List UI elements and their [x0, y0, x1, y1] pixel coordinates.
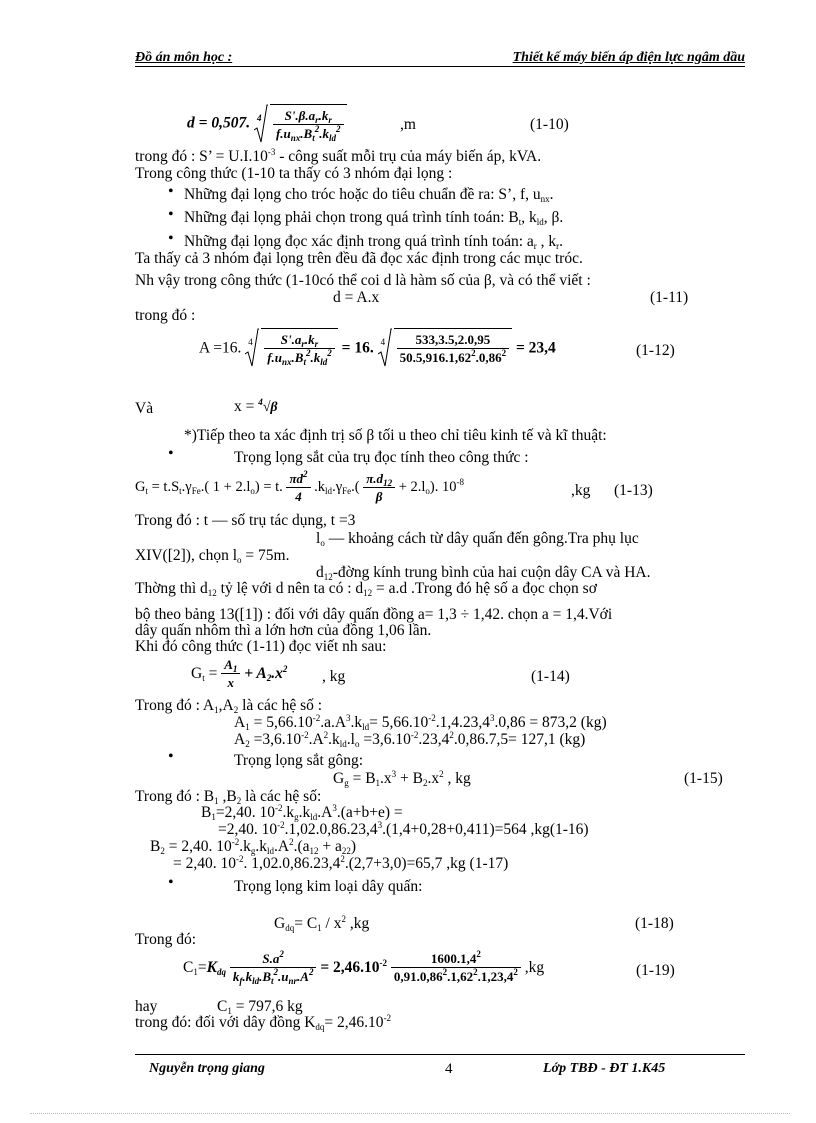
text-line: dây quấn nhôm thì a lớn hơn của đồng 1,06 lần.	[135, 622, 432, 639]
formula-1-18: $G_{dq}= C_1 / x^2$ ,kg	[274, 914, 370, 933]
footer-class: Lớp TBĐ - ĐT 1.K45	[543, 1061, 666, 1076]
header-right: Thiết kế máy biến áp điện lực ngâm dầu	[512, 50, 745, 65]
header-rule	[135, 66, 745, 67]
text-line: *)Tiếp theo ta xác định trị số β tối u theo chỉ tiêu kinh tế và kĩ thuật:	[184, 427, 607, 444]
text-line: Trọng lọng kim loại dây quấn:	[234, 878, 423, 895]
text-line: Khi đó công thức (1-11) đọc viết nh sau:	[135, 638, 387, 655]
formula-1-15: $G_g = B_1.x^3 + B_2.x^2$ , kg	[333, 769, 471, 788]
bullet-icon: •	[168, 183, 174, 200]
footer-author: Nguyễn trọng giang	[149, 1061, 265, 1076]
text-line: $B_2 = 2,40$. $10^{-2}.k_g.k_{ld}.A^2.(a_{12} + a_{22})$	[150, 837, 357, 856]
bullet-icon: •	[168, 748, 174, 765]
formula-1-14-unit: , kg	[322, 668, 346, 685]
text-line: Những đại lọng đọc xác định trong quá trình tính toán: $a_r$ , $k_r$.	[184, 233, 564, 251]
formula-1-15-number: (1-15)	[684, 770, 723, 787]
formula-1-10-number: (1-10)	[530, 116, 569, 133]
text-line: Thờng thì $d_{12}$ tỷ lệ với d nên ta có : $d_{12} = a.d$ .Trong đó hệ số a đọc chọn sơ	[135, 580, 597, 598]
text-line: hay	[135, 998, 158, 1015]
formula-1-11-number: (1-11)	[650, 289, 689, 306]
text-line: bộ theo bảng 13([1]) : đối với dây quấn đồng a= 1,3 ÷ 1,42. chọn a = 1,4.Với	[135, 606, 613, 623]
text-line: $B_1=2,40$. $10^{-2}.k_g.k_{ld}.A^3.(a+b+e)$ =	[201, 803, 403, 822]
text-line: Trong công thức (1-10 ta thấy có 3 nhóm đại lọng :	[135, 165, 453, 182]
text-line: Ta thấy cả 3 nhóm đại lọng trên đều đã đọc xác định trong các mục tróc.	[135, 250, 583, 267]
text-line: Trọng lọng sắt của trụ đọc tính theo công thức :	[234, 449, 529, 466]
bullet-icon: •	[168, 206, 174, 223]
header-left: Đồ án môn học :	[135, 50, 233, 65]
text-line: Trong đó : $A_1,A_2$ là các hệ số :	[135, 697, 323, 715]
text-line: $A_2 =3,6.10^{-2}.A^2.k_{ld}.l_o =3,6.10^{-2}.23,4^2.0,86.7,5= 127,1$ (kg)	[234, 730, 586, 749]
text-line: trong đó: đối với dây đồng $K_{dq}= 2,46.10^{-2}$	[135, 1013, 392, 1032]
text-line: Nh vậy trong công thức (1-10có thể coi d là hàm số của β, và có thể viết :	[135, 272, 591, 289]
text-line: Những đại lọng cho tróc hoặc do tiêu chuẩn đề ra: S’, f, $u_{nx}$.	[184, 186, 554, 204]
bullet-icon: •	[168, 445, 174, 462]
bullet-icon: •	[168, 874, 174, 891]
formula-1-12-number: (1-12)	[636, 342, 675, 359]
text-line: $A_1 = 5,66.10^{-2}.a.A^3.k_{ld}= 5,66.10^{-2}.1,4.23,4^3.0,86 = 873,2$ (kg)	[234, 713, 607, 732]
formula-1-13: $G_t = t.S_t.\gamma_{Fe}$.( $1 + 2.l_o) = t$. $\frac{\pi d^2}{4}$ $.k_{ld}.\gamma_{Fe}$.( $\frac{\pi.d_{12}}{\beta}$ + $2.l_o$). $10^{-8}$	[135, 469, 464, 504]
formula-x: x = $^4$√β	[234, 397, 278, 415]
text-line: =2,40. $10^{-2}.1,02.0,86.23,4^3.(1,4+0,28+0,411)=564$ ,kg(1-16)	[218, 820, 589, 838]
text-line: = 2,40. $10^{-2}$. $1,02.0,86.23,4^2.(2,7+3,0)=65,7$ ,kg (1-17)	[173, 854, 509, 872]
text-line: XIV([2]), chọn $l_o = 75m$.	[135, 547, 290, 565]
formula-1-12: A =16. 4 $\frac{S'.a_r.k_r}{f.u_{nx}.B_t^2.k_{ld}^2}$ = 16. 4 $\frac{533,3.5,2.0,95}{50.5,916.1,62^2.0,86^2}$ = 23,4	[199, 328, 556, 368]
text-line: $d_{12}$-đờng kính trung bình của hai cuộn dây CA và HA.	[316, 564, 651, 582]
page-bottom-border	[30, 1113, 790, 1114]
formula-1-19-number: (1-19)	[636, 962, 675, 979]
formula-1-13-unit: ,kg	[571, 482, 591, 499]
bullet-icon: •	[168, 230, 174, 247]
text-line: trong đó :	[135, 307, 196, 324]
formula-1-10: d = 0,507. 4 $\frac{S'.\beta.a_r.k_r}{f.u_{nx}.B_t^2.k_{ld}^2}$	[187, 104, 347, 144]
text-line: Trọng lọng sắt gông:	[234, 752, 364, 769]
text-line: Những đại lọng phải chọn trong quá trình tính toán: $B_t$, $k_{ld}$, β.	[184, 209, 564, 227]
text-line: trong đó : S’ = $U.I.10^{-3}$ - công suất mỗi trụ của máy biến áp, kVA.	[135, 147, 542, 165]
text-line: Trong đó : t — số trụ tác dụng, t =3	[135, 512, 356, 529]
formula-1-14-number: (1-14)	[531, 668, 570, 685]
formula-1-11: d = A.x	[333, 289, 380, 306]
formula-1-13-number: (1-13)	[614, 482, 653, 499]
formula-1-10-unit: ,m	[400, 116, 416, 133]
formula-1-14: $G_t$ = $\frac{A_1}{x}$ + $A_2.x^2$	[191, 657, 288, 690]
text-line: Trong đó : $B_1$ $,B_2$ là các hệ số:	[135, 788, 322, 806]
text-line: $C_1 = 797,6$ kg	[217, 998, 303, 1016]
text-line: $l_o$ — khoảng cách từ dây quấn đến gông.Tra phụ lục	[316, 530, 639, 548]
text-line: Trong đó:	[135, 931, 197, 948]
formula-1-19: $C_1=K_{dq}$ $\frac{S.a^2}{k_f.k_{ld}.B_t^2.u_{nr}.A^2}$ = $2,46.10^{-2}$ $\frac{1600.1,4^2}{0,91.0,86^2.1,62^2.1,23,4^2}$ ,kg	[183, 949, 545, 986]
formula-1-18-number: (1-18)	[635, 915, 674, 932]
text-line: Và	[135, 400, 154, 417]
page-number: 4	[445, 1061, 453, 1077]
footer-rule	[135, 1054, 745, 1055]
